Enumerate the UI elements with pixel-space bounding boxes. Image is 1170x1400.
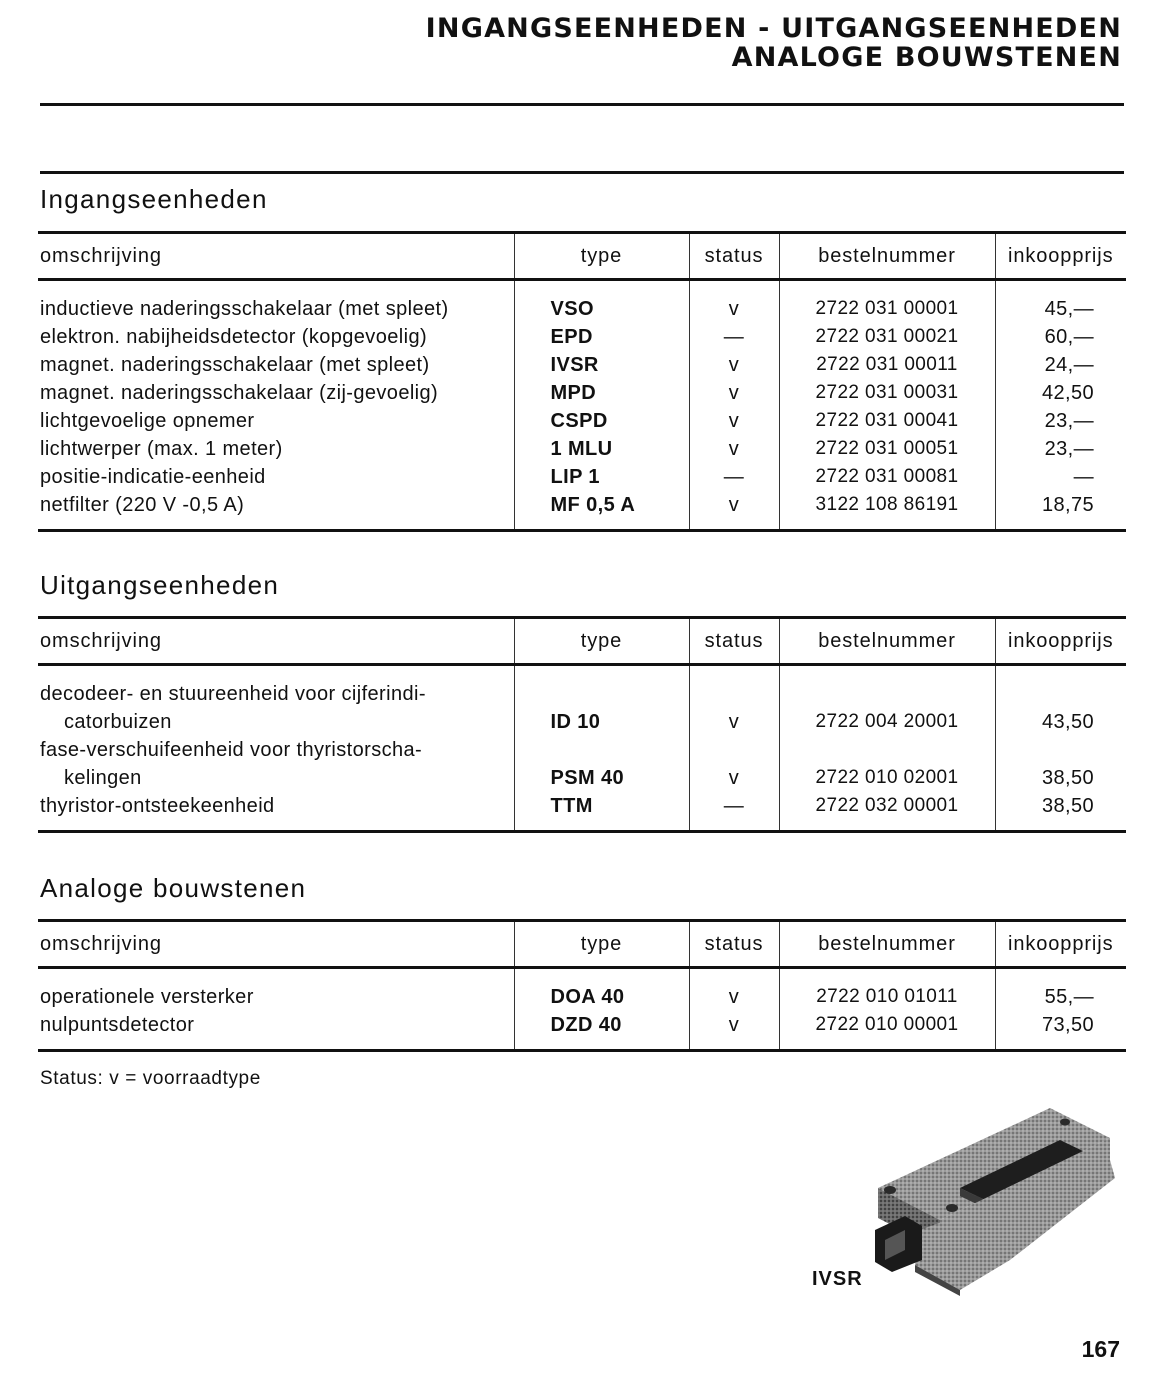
row-desc: magnet. naderingsschakelaar (met spleet) <box>40 353 430 376</box>
row-type: DOA 40 <box>514 983 689 1011</box>
table-analoge-bouwstenen <box>38 919 1126 1052</box>
table-row-continued <box>38 680 1126 708</box>
row-bestelnummer: 3122 108 86191 <box>779 491 995 519</box>
row-desc-cont: catorbuizen <box>64 710 172 733</box>
row-price: 38,50 <box>995 764 1126 792</box>
table-row <box>38 351 1126 379</box>
row-price: 55,— <box>995 983 1126 1011</box>
row-desc: magnet. naderingsschakelaar (zij-gevoelig) <box>40 381 439 404</box>
row-bestelnummer: 2722 010 00001 <box>779 1011 995 1039</box>
table-row <box>38 491 1126 519</box>
row-type: 1 MLU <box>514 435 689 463</box>
section-title-ingangseenheden: Ingangseenheden <box>40 184 268 214</box>
row-price: 24,— <box>995 351 1126 379</box>
col-bestelnummer: bestelnummer <box>779 618 995 665</box>
row-price: 23,— <box>995 407 1126 435</box>
row-bestelnummer: 2722 032 00001 <box>779 792 995 820</box>
row-status: v <box>689 1011 779 1039</box>
header-title-line2: ANALOGE BOUWSTENEN <box>731 42 1122 73</box>
row-desc: fase-verschuifeenheid voor thyristorscha- <box>40 738 423 761</box>
col-inkoopprijs: inkoopprijs <box>995 233 1126 280</box>
ivsr-sensor-image <box>860 1100 1120 1300</box>
row-desc: lichtgevoelige opnemer <box>40 409 255 432</box>
row-bestelnummer: 2722 031 00031 <box>779 379 995 407</box>
row-status: v <box>689 435 779 463</box>
row-type: PSM 40 <box>514 764 689 792</box>
table-ingangseenheden <box>38 231 1126 532</box>
row-type: LIP 1 <box>514 463 689 491</box>
table-header-row <box>38 618 1126 665</box>
row-status: — <box>689 792 779 820</box>
row-desc: netfilter (220 V -0,5 A) <box>40 493 245 516</box>
section-title-uitgangseenheden: Uitgangseenheden <box>40 570 280 600</box>
section-rule <box>40 171 1124 174</box>
row-price: 23,— <box>995 435 1126 463</box>
row-status: v <box>689 491 779 519</box>
status-legend: Status: v = voorraadtype <box>40 1068 261 1089</box>
table-row <box>38 792 1126 820</box>
row-status: v <box>689 708 779 736</box>
table-row <box>38 463 1126 491</box>
col-status: status <box>689 921 779 968</box>
col-inkoopprijs: inkoopprijs <box>995 618 1126 665</box>
table-row <box>38 1011 1126 1039</box>
row-bestelnummer: 2722 010 02001 <box>779 764 995 792</box>
row-status: v <box>689 983 779 1011</box>
col-bestelnummer: bestelnummer <box>779 233 995 280</box>
table-row-continued <box>38 736 1126 764</box>
page-number: 167 <box>1081 1336 1120 1362</box>
table-row <box>38 764 1126 792</box>
row-status: v <box>689 764 779 792</box>
col-omschrijving: omschrijving <box>38 618 514 665</box>
row-status: v <box>689 295 779 323</box>
table-header-row <box>38 921 1126 968</box>
table-row <box>38 983 1126 1011</box>
row-desc: nulpuntsdetector <box>40 1013 195 1036</box>
table-row <box>38 295 1126 323</box>
row-price: 38,50 <box>995 792 1126 820</box>
row-desc: operationele versterker <box>40 985 254 1008</box>
row-price: — <box>995 463 1126 491</box>
row-bestelnummer: 2722 031 00001 <box>779 295 995 323</box>
row-bestelnummer: 2722 031 00051 <box>779 435 995 463</box>
row-type: CSPD <box>514 407 689 435</box>
col-omschrijving: omschrijving <box>38 921 514 968</box>
row-price: 60,— <box>995 323 1126 351</box>
col-status: status <box>689 618 779 665</box>
col-omschrijving: omschrijving <box>38 233 514 280</box>
row-price: 42,50 <box>995 379 1126 407</box>
col-inkoopprijs: inkoopprijs <box>995 921 1126 968</box>
row-bestelnummer: 2722 010 01011 <box>779 983 995 1011</box>
row-desc: positie-indicatie-eenheid <box>40 465 266 488</box>
section-title-analoge-bouwstenen: Analoge bouwstenen <box>40 873 307 903</box>
col-type: type <box>514 921 689 968</box>
col-bestelnummer: bestelnummer <box>779 921 995 968</box>
table-uitgangseenheden <box>38 616 1126 833</box>
row-status: v <box>689 407 779 435</box>
row-desc: lichtwerper (max. 1 meter) <box>40 437 283 460</box>
table-row <box>38 323 1126 351</box>
row-status: — <box>689 323 779 351</box>
header-title-line1: INGANGSEENHEDEN - UITGANGSEENHEDEN <box>425 13 1122 44</box>
col-type: type <box>514 618 689 665</box>
row-type: ID 10 <box>514 708 689 736</box>
table-row <box>38 407 1126 435</box>
row-desc-cont: kelingen <box>64 766 142 789</box>
row-bestelnummer: 2722 031 00011 <box>779 351 995 379</box>
row-desc: inductieve naderingsschakelaar (met spleet) <box>40 297 449 320</box>
row-bestelnummer: 2722 031 00041 <box>779 407 995 435</box>
row-type: MPD <box>514 379 689 407</box>
col-status: status <box>689 233 779 280</box>
table-row <box>38 379 1126 407</box>
col-type: type <box>514 233 689 280</box>
row-type: MF 0,5 A <box>514 491 689 519</box>
row-type: EPD <box>514 323 689 351</box>
row-bestelnummer: 2722 031 00021 <box>779 323 995 351</box>
row-price: 18,75 <box>995 491 1126 519</box>
table-header-row <box>38 233 1126 280</box>
row-bestelnummer: 2722 004 20001 <box>779 708 995 736</box>
row-desc: thyristor-ontsteekeenheid <box>40 794 275 817</box>
row-price: 43,50 <box>995 708 1126 736</box>
page-header <box>426 14 1122 72</box>
table-row <box>38 435 1126 463</box>
table-row <box>38 708 1126 736</box>
row-desc: decodeer- en stuureenheid voor cijferindi- <box>40 682 426 705</box>
row-type: DZD 40 <box>514 1011 689 1039</box>
row-type: IVSR <box>514 351 689 379</box>
row-bestelnummer: 2722 031 00081 <box>779 463 995 491</box>
row-status: v <box>689 351 779 379</box>
row-status: v <box>689 379 779 407</box>
row-price: 45,— <box>995 295 1126 323</box>
row-status: — <box>689 463 779 491</box>
row-type: VSO <box>514 295 689 323</box>
row-desc: elektron. nabijheidsdetector (kopgevoelig) <box>40 325 428 348</box>
row-type: TTM <box>514 792 689 820</box>
photo-label: IVSR <box>812 1268 863 1290</box>
row-price: 73,50 <box>995 1011 1126 1039</box>
header-rule <box>40 103 1124 106</box>
